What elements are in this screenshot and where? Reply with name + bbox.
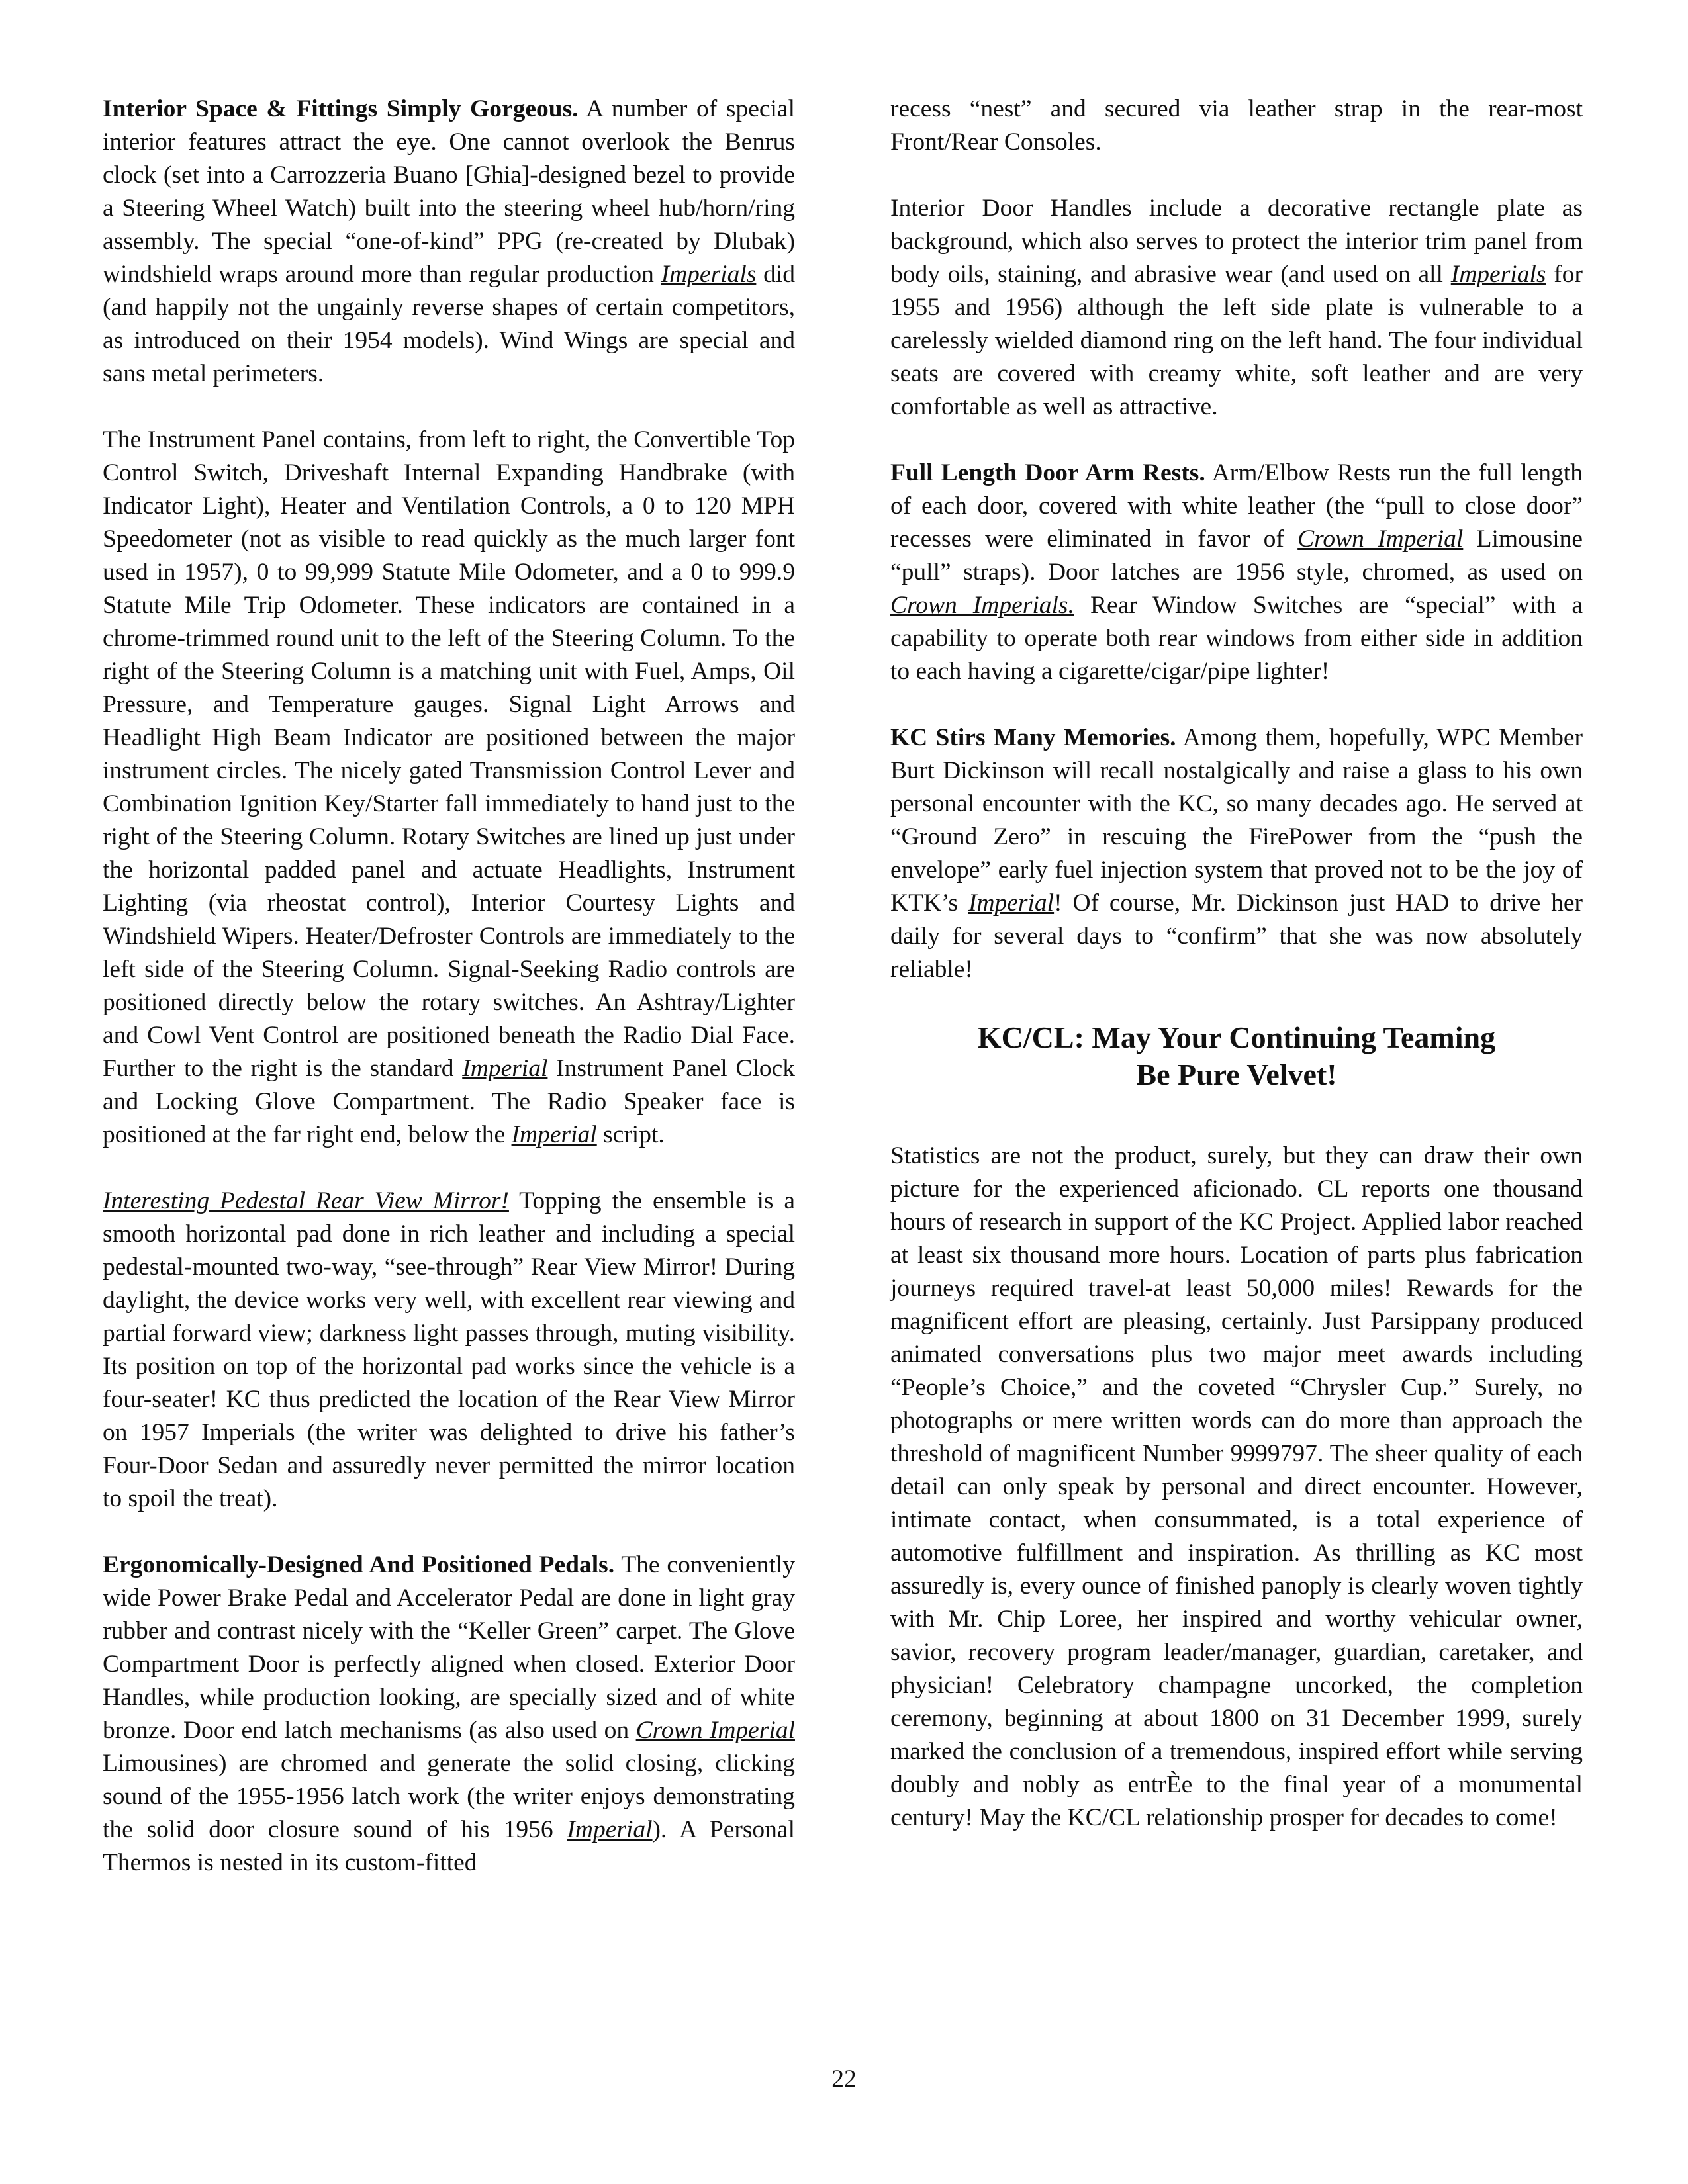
run-text: The conveniently wide Power Brake Pedal and Accelerator Pedal are done in light gray rubber and contrast nicely with the “Keller Green” carpet. The Glove Compartment Door is perfectly aligned when closed. Exterior Door Handles, while production looking, are specially sized and of white bronze. Door end latch mechanisms (as also used on [103, 1551, 796, 1744]
paragraph-memories [890, 721, 1583, 986]
paragraph-rear-view-mirror [103, 1185, 795, 1516]
run-text: Instrument Panel Clock and Locking Glove Compartment. The Radio Speaker face is positioned at the far right end, below the [103, 1055, 795, 1148]
run-text: ). A Personal Thermos is nested in its custom-fitted [103, 1816, 796, 1876]
heading-line-1: KC/CL: May Your Continuing Teaming [977, 1021, 1496, 1054]
run-emphasis: Interesting Pedestal Rear View Mirror! [103, 1187, 509, 1214]
run-emphasis: Crown Imperial [635, 1717, 795, 1744]
run-text: The Instrument Panel contains, from left to right, the Convertible Top Control Switch, Driveshaft Internal Expanding Handbrake (with Indicator Light), Heater and Ventilation Controls, a 0 to 120 MPH Speedometer (not as visible to read quickly as the much larger font used in 1957), 0 to 99,999 Statute Mile Odometer, and a 0 to 999.9 Statute Mile Trip Odometer. These indicators are contained in a chrome-trimmed round unit to the left of the Steering Column. To the right of the Steering Column is a matching unit with Fuel, Amps, Oil Pressure, and Temperature gauges. Signal Light Arrows and Headlight High Beam Indicator are positioned between the major instrument circles. The nicely gated Transmission Control Lever and Combination Ignition Key/Starter fall immediately to hand just to the right of the Steering Column. Rotary Switches are lined up just under the horizontal padded panel and actuate Headlights, Instrument Lighting (via rheostat control), Interior Courtesy Lights and Windshield Wipers. Heater/Defroster Controls are immediately to the left side of the Steering Column. Signal-Seeking Radio controls are positioned directly below the rotary switches. An Ashtray/Lighter and Cowl Vent Control are positioned beneath the Radio Dial Face. Further to the right is the standard [103, 426, 795, 1082]
right-column [890, 93, 1583, 1868]
paragraph-statistics [890, 1140, 1583, 1835]
left-column [103, 93, 795, 1913]
run-text: Limousines) are chromed and generate the solid closing, clicking sound of the 1955-1956 latch work (the writer enjoys demonstrating the solid door closure sound of his 1956 [103, 1750, 795, 1843]
run-text: Limousine “pull” straps). Door latches are 1956 style, chromed, as used on [890, 525, 1583, 586]
run-text: A number of special interior features attract the eye. One cannot overlook the Benrus clock (set into a Carrozzeria Buano [Ghia]-designed bezel to provide a Steering Wheel Watch) built into the steering wheel hub/horn/ring assembly. The special “one-of-kind” PPG (re-created by Dlubak) windshield wraps around more than regular production [103, 95, 795, 288]
run-heading: Full Length Door Arm Rests. [890, 459, 1205, 486]
run-text: Rear Window Switches are “special” with a capability to operate both rear windows from either side in addition to each having a cigarette/cigar/pipe lighter! [890, 592, 1583, 685]
run-emphasis: Crown Imperials. [890, 592, 1074, 619]
run-heading: KC Stirs Many Memories. [890, 724, 1176, 751]
run-text: ! Of course, Mr. Dickinson just HAD to drive her daily for several days to “confirm” that she was now absolutely reliable! [890, 889, 1583, 983]
run-text: script. [596, 1121, 665, 1148]
run-heading: Ergonomically-Designed And Positioned Pedals. [103, 1551, 615, 1578]
run-text: for 1955 and 1956) although the left side plate is vulnerable to a carelessly wielded diamond ring on the left hand. The four individual seats are covered with creamy white, soft leather and are very comfortable as well as attractive. [890, 261, 1583, 420]
paragraph-pedals [103, 1549, 795, 1880]
run-text: Among them, hopefully, WPC Member Burt Dickinson will recall nostalgically and raise a glass to his own personal encounter with the KC, so many decades ago. He served at “Ground Zero” in rescuing the FirePower from the “push the envelope” early fuel injection system that proved not to be the joy of KTK’s [890, 724, 1583, 917]
run-emphasis: Imperial [968, 889, 1055, 917]
run-emphasis: Imperial [511, 1121, 597, 1148]
run-emphasis: Crown Imperial [1297, 525, 1464, 553]
paragraph-instrument-panel [103, 424, 795, 1152]
run-emphasis: Imperial [567, 1816, 653, 1843]
heading-line-2: Be Pure Velvet! [1136, 1058, 1337, 1091]
paragraph-interior-space [103, 93, 795, 390]
paragraph-thermos-recess [890, 93, 1583, 159]
section-heading [890, 1019, 1583, 1093]
run-text: Interior Door Handles include a decorative rectangle plate as background, which also serves to protect the interior trim panel from body oils, staining, and abrasive wear (and used on all [890, 195, 1583, 288]
paragraph-door-handles [890, 192, 1583, 424]
page-number: 22 [831, 2066, 857, 2093]
run-heading: Interior Space & Fittings Simply Gorgeous. [103, 95, 579, 122]
run-text: Arm/Elbow Rests run the full length of each door, covered with white leather (the “pull to close door” recesses were eliminated in favor of [890, 459, 1583, 553]
run-text: did (and happily not the ungainly reverse shapes of certain competitors, as introduced on their 1954 models). Wind Wings are special and sans metal perimeters. [103, 261, 796, 387]
run-emphasis: Imperials [1450, 261, 1546, 288]
run-text: recess “nest” and secured via leather strap in the rear-most Front/Rear Consoles. [890, 95, 1583, 156]
run-text: Topping the ensemble is a smooth horizontal pad done in rich leather and including a special pedestal-mounted two-way, “see-through” Rear View Mirror! During daylight, the device works very well, with excellent rear viewing and partial forward view; darkness light passes through, muting visibility. Its position on top of the horizontal pad works since the vehicle is a four-seater! KC thus predicted the location of the Rear View Mirror on 1957 Imperials (the writer was delighted to drive his father’s Four-Door Sedan and assuredly never permitted the mirror location to spoil the treat). [103, 1187, 795, 1512]
run-text: Statistics are not the product, surely, but they can draw their own picture for the experienced aficionado. CL reports one thousand hours of research in support of the KC Project. Applied labor reached at least six thousand more hours. Location of parts plus fabrication journeys required travel-at least 50,000 miles! Rewards for the magnificent effort are pleasing, certainly. Just Parsippany produced animated conversations plus two major meet awards including “People’s Choice,” and the coveted “Chrysler Cup.” Surely, no photographs or mere written words can do more than approach the threshold of magnificent Number 9999797. The sheer quality of each detail can only speak by personal and direct encounter. However, intimate contact, when consummated, is a total experience of automotive fulfillment and inspiration. As thrilling as KC most assuredly is, every ounce of finished panoply is clearly woven tightly with Mr. Chip Loree, her inspired and worthy vehicular owner, savior, recovery program leader/manager, guardian, caretaker, and physician! Celebratory champagne uncorked, the completion ceremony, beginning at about 1800 on 31 December 1999, surely marked the conclusion of a tremendous, inspired effort while serving doubly and nobly as entrÈe to the final year of a monumental century! May the KC/CL relationship prosper for decades to come! [890, 1142, 1583, 1831]
paragraph-arm-rests [890, 457, 1583, 688]
run-emphasis: Imperials [661, 261, 757, 288]
run-emphasis: Imperial [462, 1055, 548, 1082]
